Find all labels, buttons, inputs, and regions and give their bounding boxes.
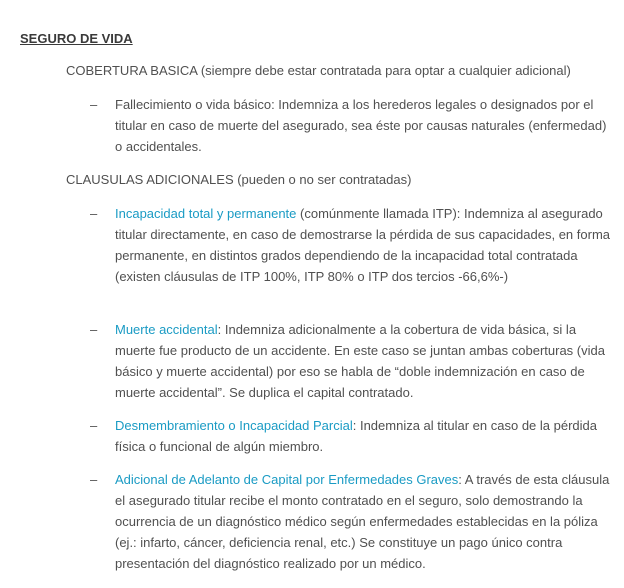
dash-bullet: –: [90, 206, 98, 221]
clause-term: Muerte accidental: [115, 322, 218, 337]
additional-clauses-heading: CLAUSULAS ADICIONALES (pueden o no ser contratadas): [66, 172, 412, 187]
dash-bullet: –: [90, 322, 98, 337]
clause-description: (comúnmente llamada ITP): Indemniza al asegurado titular directamente, en caso de demostrarse la pérdida de sus capacidades, en forma permanente, en distintos grados dependiendo de la incapacidad total contratada (existen cláusulas de ITP 100%, ITP 80% o ITP dos tercios -66,6%-): [115, 206, 610, 284]
list-item-itp: [90, 203, 610, 287]
dash-bullet: –: [90, 418, 98, 433]
list-item-text: [115, 415, 610, 457]
list-item-text: Fallecimiento o vida básico: Indemniza a los herederos legales o designados por el titular en caso de muerte del asegurado, sea éste por causas naturales (enfermedad) o accidentales.: [115, 97, 607, 154]
dash-bullet: –: [90, 97, 98, 112]
clause-description: : Indemniza adicionalmente a la cobertura de vida básica, si la muerte fue producto de un accidente. En este caso se juntan ambas coberturas (vida básico y muerte accidental) por eso se habla de “doble indemnización en caso de muerte accidental”. Se duplica el capital contratado.: [115, 322, 605, 400]
list-item-capital-advance: [90, 469, 610, 574]
list-item-accidental-death: [90, 319, 610, 403]
dash-bullet: –: [90, 472, 98, 487]
basic-coverage-heading: COBERTURA BASICA (siempre debe estar contratada para optar a cualquier adicional): [66, 63, 571, 78]
clause-term: Incapacidad total y permanente: [115, 206, 297, 221]
list-item-text: [115, 319, 610, 403]
document-title: SEGURO DE VIDA: [20, 31, 133, 46]
clause-description: : A través de esta cláusula el asegurado titular recibe el monto contratado en el seguro, solo demostrando la ocurrencia de un diagnóstico médico según enfermedades establecidas en la póliza (ej.: infarto, cáncer, deficiencia renal, etc.) Se constituye un pago único contra presentación del diagnóstico realizado por un médico.: [115, 472, 610, 571]
clause-description: : Indemniza al titular en caso de la pérdida física o funcional de algún miembro.: [115, 418, 597, 454]
list-item-text: [115, 203, 610, 287]
clause-term: Desmembramiento o Incapacidad Parcial: [115, 418, 353, 433]
clause-term: Adicional de Adelanto de Capital por Enfermedades Graves: [115, 472, 459, 487]
list-item-dismemberment: [90, 415, 610, 457]
list-item-basic-death: [90, 94, 610, 157]
list-item-text: [115, 469, 610, 574]
